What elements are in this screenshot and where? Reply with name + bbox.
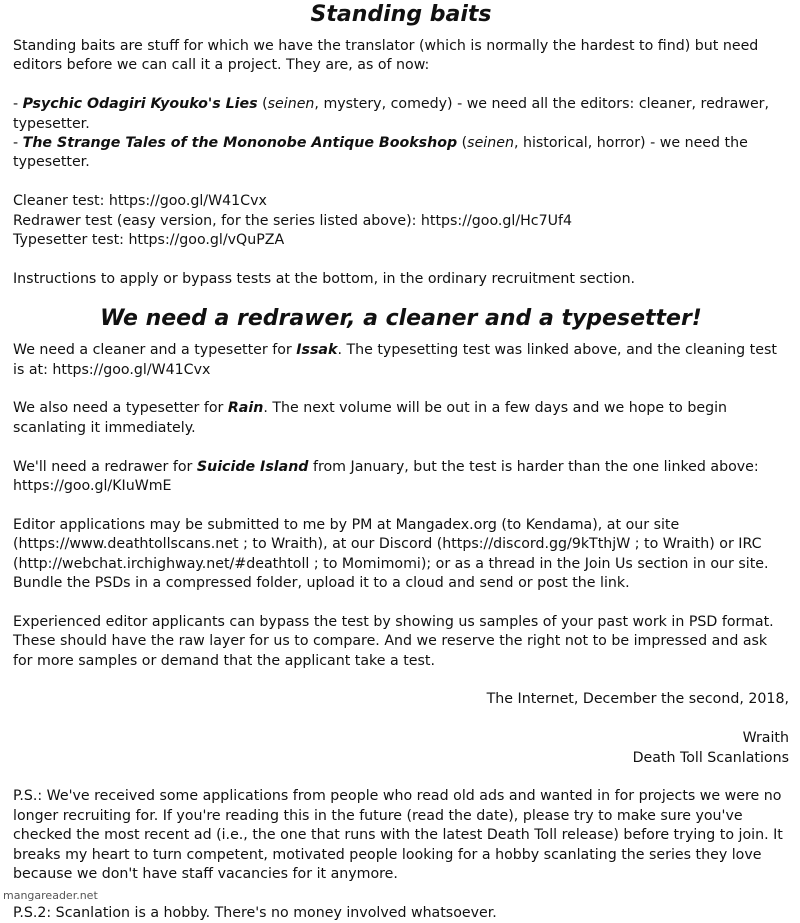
- heading-need-editors: We need a redrawer, a cleaner and a typesetter!: [100, 306, 702, 332]
- standing-baits-intro: Standing baits are stuff for which we have the translator (which is normally the hardest to find) but need editors before we can call it a project. They are, as of now:: [13, 38, 759, 74]
- instructions-note: Instructions to apply or bypass tests at the bottom, in the ordinary recruitment section.: [13, 270, 636, 287]
- postscript-2: P.S.2: Scanlation is a hobby. There's no money involved whatsoever.: [13, 904, 497, 921]
- paragraph-issak: We need a cleaner and a typesetter for Issak. The typesetting test was linked above, and the cleaning test is at: https://goo.gl/W41Cvx: [13, 342, 777, 378]
- bait-item-1: - Psychic Odagiri Kyouko's Lies (seinen, mystery, comedy) - we need all the editors: cleaner, redrawer, typesetter.: [13, 96, 770, 132]
- watermark: mangareader.net: [3, 889, 98, 902]
- series-title: The Strange Tales of the Mononobe Antique Bookshop: [22, 135, 458, 152]
- postscript: P.S.: We've received some applications from people who read old ads and wanted in for projects we were no longer recruiting for. If you're reading this in the future (read the date), please try to make sure you've checked the most recent ad (i.e., the one that runs with the latest Death Toll release) before trying to join. It breaks my heart to turn competent, motivated people looking for a hobby scanlating the series they love because we don't have staff vacancies for it anymore.: [13, 788, 783, 883]
- dateline: The Internet, December the second, 2018,: [486, 691, 789, 708]
- signature-group: Death Toll Scanlations: [632, 749, 789, 766]
- series-title: Psychic Odagiri Kyouko's Lies: [22, 96, 258, 113]
- typesetter-test-link: Typesetter test: https://goo.gl/vQuPZA: [13, 232, 285, 249]
- heading-standing-baits: Standing baits: [310, 2, 492, 27]
- series-title: Suicide Island: [196, 458, 309, 475]
- signature-name: Wraith: [742, 730, 789, 747]
- document-page: [13, 0, 789, 923]
- series-title: Issak: [296, 342, 338, 359]
- genre: seinen: [467, 135, 514, 152]
- paragraph-suicide-island: We'll need a redrawer for Suicide Island from January, but the test is harder than the one linked above: https://goo.gl/KIuWmE: [13, 458, 759, 495]
- paragraph-bypass: Experienced editor applicants can bypass the test by showing us samples of your past work in PSD format. These should have the raw layer for us to compare. And we reserve the right not to be impressed and ask for more samples or demand that the applicant take a test.: [13, 613, 774, 669]
- cleaner-test-link: Cleaner test: https://goo.gl/W41Cvx: [13, 193, 267, 210]
- genre: seinen: [267, 96, 315, 113]
- series-title: Rain: [227, 400, 264, 417]
- redrawer-test-link: Redrawer test (easy version, for the series listed above): https://goo.gl/Hc7Uf4: [13, 212, 573, 229]
- paragraph-rain: We also need a typesetter for Rain. The next volume will be out in a few days and we hope to begin scanlating it immediately.: [13, 400, 728, 436]
- bait-item-2: - The Strange Tales of the Mononobe Antique Bookshop (seinen, historical, horror) - we need the typesetter.: [13, 135, 748, 171]
- paragraph-applications: Editor applications may be submitted to me by PM at Mangadex.org (to Kendama), at our site (https://www.deathtollscans.net ; to Wraith), at our Discord (https://discord.gg/9kTthjW ; to Wraith) or IRC (http://webchat.irchighway.net/#deathtoll ; to Momimomi); or as a thread in the Join Us section in our site. Bundle the PSDs in a compressed folder, upload it to a cloud and send or post the link.: [13, 516, 769, 592]
